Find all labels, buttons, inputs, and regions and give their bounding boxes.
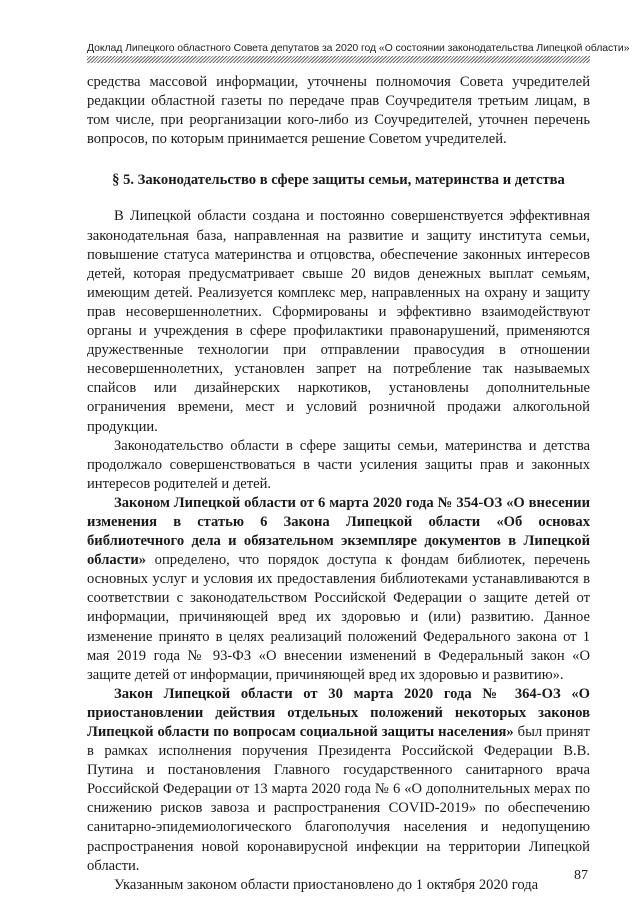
paragraph-1: В Липецкой области создана и постоянно совершенствуется эффективная законодательная база, направленная на развитие и защиту института семьи, повышение статуса материнства и отцовства, обеспечение законных интересов детей, которая предусматривает свыше 20 видов денежных выплат семьям, имеющим детей. Реализуется комплекс мер, направленных на охрану и защиту прав несовершеннолетних. Сформированы и эффективно взаимодействуют органы и учреждения в сфере профилактики правонарушений, применяются дружественные технологии при отправлении правосудия в отношении несовершеннолетних, установлен запрет на потребление так называемых спайсов или дизайнерских наркотиков, установлены дополнительные ограничения времени, мест и условий розничной продажи алкогольной продукции. <box>87 208 590 435</box>
law-354-title: Законом Липецкой области от 6 марта 2020 года № 354-ОЗ «О внесении изменения в статью 6 Закона Липецкой области «Об основах библиотечного дела и обязательном экземпляре документов в Липецкой области» <box>87 494 590 569</box>
paragraph-4 <box>87 685 590 876</box>
law-364-title: Закон Липецкой области от 30 марта 2020 года № 364-ОЗ «О приостановлении действия отдельных положений некоторых законов Липецкой области по вопросам социальной защиты населения» <box>87 685 590 740</box>
law-364-description: был принят в рамках исполнения поручения Президента Российской Федерации В.В. Путина и постановления Главного государственного санитарного врача Российской Федерации от 13 марта 2020 года № 6 «О дополнительных мерах по снижению рисков завоза и распространения COVID-2019» по обеспечению санитарно-эпидемиологического благополучия населения и недопущению распространения новой коронавирусной инфекции на территории Липецкой области. <box>87 724 590 874</box>
document-body <box>87 73 590 895</box>
running-header: Доклад Липецкого областного Совета депутатов за 2020 год «О состоянии законодательства Липецкой области» <box>87 42 630 54</box>
law-354-description: определено, что порядок доступа к фондам библиотек, перечень основных услуг и условия их предоставления библиотеками устанавливаются в соответствии с законодательством Российской Федерации о защите детей от информации, причиняющей вред их здоровью и (или) развитию. Данное изменение принято в целях реализаций положений Федерального закона от 1 мая 2019 года № 93-ФЗ «О внесении изменений в Федеральный закон «О защите детей от информации, причиняющей вред их здоровью и развитию». <box>87 552 590 683</box>
header-divider <box>87 56 590 63</box>
paragraph-5: Указанным законом области приостановлено до 1 октября 2020 года <box>114 876 539 893</box>
section-heading: § 5. Законодательство в сфере защиты семьи, материнства и детства <box>112 172 565 189</box>
paragraph-3 <box>87 494 590 685</box>
paragraph-2: Законодательство области в сфере защиты семьи, материнства и детства продолжало совершенствоваться в части усиления защиты прав и законных интересов родителей и детей. <box>87 437 590 492</box>
page-number: 87 <box>574 868 588 883</box>
paragraph-intro: средства массовой информации, уточнены полномочия Совета учредителей редакции областной газеты по передаче прав Соучредителя третьим лицам, в том числе, при реорганизации кого-либо из Соучредителей, уточнен перечень вопросов, по которым принимается решение Советом учредителей. <box>87 74 590 148</box>
